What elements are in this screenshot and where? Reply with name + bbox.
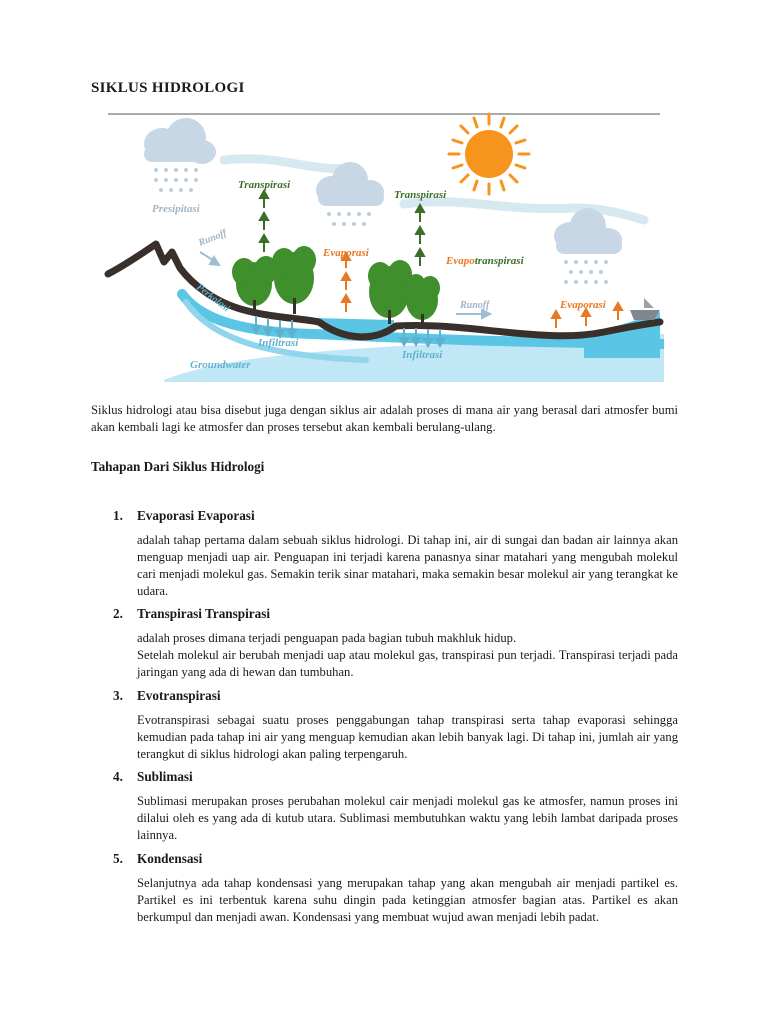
step-number: 2. [113,606,123,621]
sun-icon [449,114,529,194]
section-heading: Tahapan Dari Siklus Hidrologi [91,459,265,474]
label-infiltrasi-left: Infiltrasi [258,337,299,349]
label-infiltrasi-right: Infiltrasi [402,349,443,361]
step-number: 5. [113,851,123,866]
step-body [137,630,678,681]
wind-streak [224,159,354,169]
label-evaporasi-lake: Evaporasi [323,247,369,259]
wind-streak [404,202,644,220]
hydrologic-cycle-diagram [104,112,664,382]
label-evaporasi-sea: Evaporasi [560,299,606,311]
label-perkolasi: Perkolasi [194,281,232,315]
step-title: Evaporasi Evaporasi [137,508,255,523]
label-transpirasi-right: Transpirasi [394,189,447,201]
label-presipitasi: Presipitasi [152,203,200,215]
intro-paragraph: Siklus hidrologi atau bisa disebut juga dengan siklus air adalah proses di mana air yang berasal dari atmosfer bumi akan kembali lagi ke atmosfer dan proses tersebut akan kembali berulang-ulang. [91,403,678,434]
step-title: Transpirasi Transpirasi [137,606,270,621]
step-title: Evotranspirasi [137,688,221,703]
step-body [137,875,678,926]
step-paragraph: Setelah molekul air berubah menjadi uap atau molekul gas, transpirasi pun terjadi. Transpirasi terjadi pada jaringan yang ada di hewan dan tumbuhan. [137,648,678,679]
step-body [137,532,678,600]
step-body [137,793,678,844]
label-transpirasi-left: Transpirasi [238,179,291,191]
tree-icon [232,246,316,314]
step-paragraph: adalah tahap pertama dalam sebuah siklus hidrologi. Di tahap ini, air di sungai dan badan air lainnya akan menguap menjadi uap air. Penguapan ini terjadi karena panasnya sinar matahari yang mengubah molekul cari menjadi molekul gas. Semakin terik sinar matahari, maka semakin besar molekul air yang terangkat ke udara. [137,533,678,598]
step-paragraph: Evotranspirasi sebagai suatu proses penggabungan tahap transpirasi serta tahap evaporasi sehingga kemudian pada tahap ini air yang menguap kemudian akan lebih banyak lagi. Di tahap ini, jumlah air yang terangkut di siklus hidrologi akan paling terpengaruh. [137,713,678,761]
cloud-icon [144,118,216,164]
step-title: Sublimasi [137,769,193,784]
step-number: 4. [113,769,123,784]
label-evapo-prefix: Evapo [446,255,475,267]
step-number: 3. [113,688,123,703]
diagram-canvas [104,112,664,382]
step-title: Kondensasi [137,851,203,866]
label-evapo-suffix: transpirasi [474,255,524,267]
label-runoff-mountain: Runoff [197,227,229,249]
label-runoff-plain: Runoff [460,300,490,311]
step-number: 1. [113,508,123,523]
step-paragraph: adalah proses dimana terjadi penguapan pada bagian tubuh makhluk hidup. [137,631,517,645]
tree-icon [368,260,440,326]
boat-icon [630,298,660,320]
page-title: SIKLUS HIDROLOGI [91,80,245,96]
step-paragraph: Sublimasi merupakan proses perubahan molekul cair menjadi molekul gas ke atmosfer, namun proses ini dilalui oleh es yang ada di kutub utara. Sublimasi membutuhkan waktu yang lebih lambat daripada proses lainnya. [137,794,678,842]
step-paragraph: Selanjutnya ada tahap kondensasi yang merupakan tahap yang akan mengubah air menjadi partikel es. Partikel es ini terbentuk karena suhu dingin pada ketinggian atmosfer bagian atas. Partikel es akan berkumpul dan menjadi awan. Kondensasi yang membuat wujud awan menjadi lebih padat. [137,876,678,924]
step-body [137,712,678,763]
label-evapotranspirasi [445,255,525,267]
label-groundwater: Groundwater [190,359,251,371]
